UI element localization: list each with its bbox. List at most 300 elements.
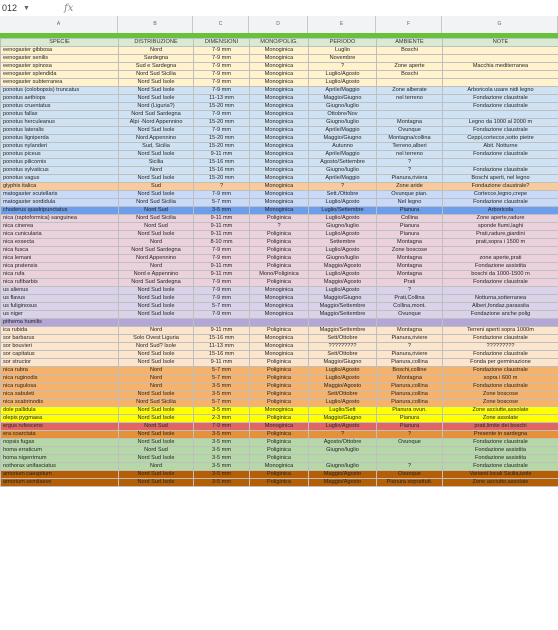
cell-ambiente[interactable]: Montagna bbox=[377, 327, 443, 335]
cell-mono-polig[interactable]: Monoginica bbox=[250, 159, 309, 167]
cell-mono-polig[interactable]: Poliginica bbox=[250, 447, 309, 455]
cell-mono-polig[interactable]: Poliginica bbox=[250, 255, 309, 263]
cell-periodo[interactable]: Maggio/Agosto bbox=[309, 383, 377, 391]
cell-distribuzione[interactable]: Nord Sud Sicilia bbox=[119, 199, 194, 207]
cell-mono-polig[interactable]: Poliginica bbox=[250, 391, 309, 399]
cell-distribuzione[interactable]: Nord Sud Isole bbox=[119, 95, 194, 103]
cell-dimensioni[interactable]: 9-11 mm bbox=[194, 223, 250, 231]
column-header-c[interactable]: C bbox=[193, 16, 249, 33]
cell-note[interactable]: Fondazione claustrale bbox=[443, 199, 558, 207]
cell-dimensioni[interactable]: 7-9 mm bbox=[194, 79, 250, 87]
cell-mono-polig[interactable]: Poliginica bbox=[250, 247, 309, 255]
cell-ambiente[interactable]: Montagna bbox=[377, 255, 443, 263]
cell-specie[interactable]: eenogaster senilis bbox=[1, 55, 119, 63]
cell-note[interactable]: Legno da 1000 al 2000 m bbox=[443, 119, 558, 127]
cell-note[interactable]: Zone aperte,radure bbox=[443, 215, 558, 223]
cell-mono-polig[interactable]: Monoginica bbox=[250, 143, 309, 151]
cell-distribuzione[interactable]: Nord Sud Isole bbox=[119, 359, 194, 367]
cell-specie[interactable]: us niger bbox=[1, 311, 119, 319]
cell-periodo[interactable]: Luglio/Agosto bbox=[309, 231, 377, 239]
cell-note[interactable]: Abit. Notturne bbox=[443, 143, 558, 151]
header-cell-specie[interactable]: SPECIE bbox=[1, 39, 119, 47]
cell-periodo[interactable]: Maggio/Settembre bbox=[309, 311, 377, 319]
cell-note[interactable]: Prati,radure,giardini bbox=[443, 231, 558, 239]
cell-specie[interactable]: ponotus lateralis bbox=[1, 127, 119, 135]
cell-dimensioni[interactable]: 3-5 mm bbox=[194, 407, 250, 415]
cell-ambiente[interactable]: Prati bbox=[377, 279, 443, 287]
cell-distribuzione[interactable]: Nord Sud Isole bbox=[119, 455, 194, 463]
cell-dimensioni[interactable]: 3-5 mm bbox=[194, 431, 250, 439]
cell-note[interactable]: Fonda per germinazione bbox=[443, 359, 558, 367]
cell-specie[interactable]: sor barbarus bbox=[1, 335, 119, 343]
cell-periodo[interactable]: Sett/Ottobre bbox=[309, 391, 377, 399]
cell-distribuzione[interactable]: Nord Sud Isole bbox=[119, 415, 194, 423]
cell-periodo[interactable]: Novembre bbox=[309, 55, 377, 63]
cell-dimensioni[interactable]: 15-20 mm bbox=[194, 103, 250, 111]
cell-distribuzione[interactable]: Nord bbox=[119, 239, 194, 247]
cell-mono-polig[interactable] bbox=[250, 319, 309, 327]
cell-distribuzione[interactable]: Sud, Sicilia bbox=[119, 143, 194, 151]
cell-distribuzione[interactable]: Nord Sud Sicilia bbox=[119, 215, 194, 223]
cell-periodo[interactable]: Luglio/Agosto bbox=[309, 399, 377, 407]
cell-distribuzione[interactable]: Nord Sud Sicilia bbox=[119, 399, 194, 407]
column-header-e[interactable]: E bbox=[308, 16, 376, 33]
cell-note[interactable]: Terreni aperti sopra 1000m bbox=[443, 327, 558, 335]
cell-ambiente[interactable]: Collina bbox=[377, 215, 443, 223]
cell-specie[interactable]: ponotus fallax bbox=[1, 111, 119, 119]
cell-note[interactable] bbox=[443, 247, 558, 255]
cell-dimensioni[interactable]: 5-7 mm bbox=[194, 199, 250, 207]
cell-specie[interactable]: homa nigerrimum bbox=[1, 455, 119, 463]
cell-dimensioni[interactable]: 15-20 mm bbox=[194, 143, 250, 151]
cell-ambiente[interactable]: Pianura bbox=[377, 415, 443, 423]
cell-distribuzione[interactable]: Nord bbox=[119, 327, 194, 335]
cell-ambiente[interactable]: nel terreno bbox=[377, 151, 443, 159]
cell-periodo[interactable]: Maggio/Agosto bbox=[309, 479, 377, 487]
cell-ambiente[interactable] bbox=[377, 79, 443, 87]
cell-specie[interactable]: eenogaster splendida bbox=[1, 71, 119, 79]
cell-note[interactable]: Fondazione claustrale bbox=[443, 167, 558, 175]
cell-periodo[interactable]: Luglio/Agosto bbox=[309, 79, 377, 87]
cell-note[interactable]: Fondazione claustrale? bbox=[443, 183, 558, 191]
cell-ambiente[interactable]: Zone aperte bbox=[377, 63, 443, 71]
cell-distribuzione[interactable]: Nord Sud Isole bbox=[119, 79, 194, 87]
cell-periodo[interactable]: Luglio/Agosto bbox=[309, 71, 377, 79]
cell-specie[interactable]: nica cunicularia bbox=[1, 231, 119, 239]
cell-dimensioni[interactable]: 15-20 mm bbox=[194, 175, 250, 183]
cell-specie[interactable]: nica lemani bbox=[1, 255, 119, 263]
cell-dimensioni[interactable]: 7-9 mm bbox=[194, 47, 250, 55]
cell-mono-polig[interactable]: Poliginica bbox=[250, 359, 309, 367]
cell-specie[interactable]: us alienus bbox=[1, 287, 119, 295]
cell-dimensioni[interactable]: 3-5 mm bbox=[194, 447, 250, 455]
cell-specie[interactable]: choderus quadripunctatus bbox=[1, 207, 119, 215]
cell-periodo[interactable]: Maggio/Giugno bbox=[309, 95, 377, 103]
cell-dimensioni[interactable]: 9-11 mm bbox=[194, 215, 250, 223]
cell-specie[interactable]: amorium semilaeve bbox=[1, 479, 119, 487]
cell-mono-polig[interactable]: Monoginica bbox=[250, 407, 309, 415]
cell-periodo[interactable]: Sett/Ottobre bbox=[309, 351, 377, 359]
cell-dimensioni[interactable]: 9-11 mm bbox=[194, 263, 250, 271]
cell-specie[interactable]: nica rubra bbox=[1, 367, 119, 375]
cell-dimensioni[interactable]: 15-20 mm bbox=[194, 119, 250, 127]
cell-mono-polig[interactable]: Monoginica bbox=[250, 311, 309, 319]
cell-distribuzione[interactable]: Solo Ovest Liguria bbox=[119, 335, 194, 343]
cell-dimensioni[interactable]: 7-9 mm bbox=[194, 55, 250, 63]
cell-note[interactable]: Fondazione claustrale bbox=[443, 151, 558, 159]
cell-dimensioni[interactable]: 9-11 mm bbox=[194, 151, 250, 159]
cell-periodo[interactable]: Aprile/Maggio bbox=[309, 151, 377, 159]
header-cell-mono-polig[interactable]: MONO/POLIG. bbox=[250, 39, 309, 47]
cell-distribuzione[interactable]: Nord Sud bbox=[119, 423, 194, 431]
cell-dimensioni[interactable]: 5-7 mm bbox=[194, 367, 250, 375]
cell-dimensioni[interactable]: 15-16 mm bbox=[194, 167, 250, 175]
cell-mono-polig[interactable]: Monoginica bbox=[250, 71, 309, 79]
cell-ambiente[interactable] bbox=[377, 447, 443, 455]
cell-dimensioni[interactable]: 7-9 mm bbox=[194, 247, 250, 255]
cell-specie[interactable]: eenogaster gibbosa bbox=[1, 47, 119, 55]
cell-specie[interactable]: ponotus vagus bbox=[1, 175, 119, 183]
cell-ambiente[interactable]: ? bbox=[377, 463, 443, 471]
cell-periodo[interactable] bbox=[309, 455, 377, 463]
cell-periodo[interactable]: Giugno/luglio bbox=[309, 103, 377, 111]
cell-mono-polig[interactable]: Poliginica bbox=[250, 327, 309, 335]
cell-periodo[interactable]: Sett./Ottobre bbox=[309, 191, 377, 199]
cell-dimensioni[interactable]: 7-9 mm bbox=[194, 311, 250, 319]
cell-note[interactable]: Cortecce,legno,crepe bbox=[443, 191, 558, 199]
cell-note[interactable]: Zone assolate bbox=[443, 415, 558, 423]
cell-distribuzione[interactable]: Nord Sud Sicilia bbox=[119, 71, 194, 79]
header-cell-note[interactable]: NOTE bbox=[443, 39, 558, 47]
cell-specie[interactable]: sor structor bbox=[1, 359, 119, 367]
cell-periodo[interactable]: ????????? bbox=[309, 343, 377, 351]
cell-periodo[interactable]: Ottobre/Nov bbox=[309, 111, 377, 119]
cell-ambiente[interactable]: Pianura,riviera bbox=[377, 175, 443, 183]
cell-specie[interactable]: nothorax unifasciatus bbox=[1, 463, 119, 471]
cell-mono-polig[interactable]: Poliginica bbox=[250, 231, 309, 239]
cell-note[interactable] bbox=[443, 159, 558, 167]
cell-note[interactable]: Fondazione claustrale bbox=[443, 439, 558, 447]
cell-periodo[interactable]: Settembre bbox=[309, 239, 377, 247]
cell-distribuzione[interactable]: Nord Sud Isole bbox=[119, 471, 194, 479]
cell-periodo[interactable]: Giugno/luglio bbox=[309, 447, 377, 455]
cell-note[interactable]: Notturna,sotterranea bbox=[443, 295, 558, 303]
cell-note[interactable]: Fondazione claustrale bbox=[443, 95, 558, 103]
cell-note[interactable]: Fondazione claustrale bbox=[443, 127, 558, 135]
cell-mono-polig[interactable]: Monoginica bbox=[250, 463, 309, 471]
cell-ambiente[interactable]: Collina,mont. bbox=[377, 303, 443, 311]
cell-ambiente[interactable]: ? bbox=[377, 431, 443, 439]
cell-dimensioni[interactable]: 5-7 mm bbox=[194, 375, 250, 383]
header-cell-distribuzione[interactable]: DISTRIBUZIONE bbox=[119, 39, 194, 47]
cell-periodo[interactable]: Agosto/Ottobre bbox=[309, 439, 377, 447]
cell-ambiente[interactable]: Pianura,collina bbox=[377, 399, 443, 407]
cell-distribuzione[interactable] bbox=[119, 319, 194, 327]
cell-distribuzione[interactable]: Nord Sud Sardegna bbox=[119, 279, 194, 287]
cell-mono-polig[interactable]: Monoginica bbox=[250, 151, 309, 159]
column-header-f[interactable]: F bbox=[376, 16, 442, 33]
cell-periodo[interactable]: Maggio/Giugno bbox=[309, 295, 377, 303]
cell-dimensioni[interactable]: 7-9 mm bbox=[194, 287, 250, 295]
cell-distribuzione[interactable]: Nord Sud bbox=[119, 223, 194, 231]
cell-dimensioni[interactable]: 2-3 mm bbox=[194, 415, 250, 423]
cell-note[interactable]: Zone asciutte,assolate bbox=[443, 407, 558, 415]
cell-ambiente[interactable]: Ovunque bbox=[377, 127, 443, 135]
cell-mono-polig[interactable]: Poliginica bbox=[250, 383, 309, 391]
cell-note[interactable]: Zone asciutte,assolate bbox=[443, 479, 558, 487]
cell-ambiente[interactable]: Montagna bbox=[377, 239, 443, 247]
cell-periodo[interactable]: Maggio/Agosto bbox=[309, 471, 377, 479]
cell-note[interactable]: Arboricola usare nidi legno bbox=[443, 87, 558, 95]
cell-specie[interactable]: nica (raptoformica) sanguinea bbox=[1, 215, 119, 223]
cell-distribuzione[interactable]: Nord Sud Isole bbox=[119, 151, 194, 159]
cell-periodo[interactable]: Aprile/Maggio bbox=[309, 127, 377, 135]
cell-mono-polig[interactable]: Monoginica bbox=[250, 63, 309, 71]
cell-mono-polig[interactable]: Monoginica bbox=[250, 295, 309, 303]
cell-specie[interactable]: dole pallidula bbox=[1, 407, 119, 415]
cell-ambiente[interactable]: Pianura bbox=[377, 423, 443, 431]
cell-note[interactable]: sopra i 600 m bbox=[443, 375, 558, 383]
cell-distribuzione[interactable]: Nord bbox=[119, 263, 194, 271]
cell-periodo[interactable]: Luglio bbox=[309, 47, 377, 55]
cell-ambiente[interactable]: Nel legno bbox=[377, 199, 443, 207]
cell-mono-polig[interactable]: Monoginica bbox=[250, 199, 309, 207]
cell-ambiente[interactable]: Pianura,collina bbox=[377, 391, 443, 399]
cell-periodo[interactable]: Maggio/Settembre bbox=[309, 327, 377, 335]
cell-ambiente[interactable]: Boschi,colline bbox=[377, 367, 443, 375]
cell-dimensioni[interactable]: 7-9 mm bbox=[194, 127, 250, 135]
cell-mono-polig[interactable]: Monoginica bbox=[250, 351, 309, 359]
cell-note[interactable] bbox=[443, 319, 558, 327]
cell-ambiente[interactable]: Pianura,collina bbox=[377, 359, 443, 367]
cell-dimensioni[interactable]: 15-16 mm bbox=[194, 159, 250, 167]
cell-distribuzione[interactable]: Nord Sud bbox=[119, 447, 194, 455]
cell-mono-polig[interactable]: Poliginica bbox=[250, 399, 309, 407]
cell-dimensioni[interactable]: 3-5 mm bbox=[194, 479, 250, 487]
cell-mono-polig[interactable]: Poliginica bbox=[250, 215, 309, 223]
column-header-b[interactable]: B bbox=[118, 16, 193, 33]
cell-ambiente[interactable]: Prati,Collina bbox=[377, 295, 443, 303]
cell-distribuzione[interactable]: Sicilia bbox=[119, 159, 194, 167]
cell-specie[interactable]: ponotus aethiops bbox=[1, 95, 119, 103]
cell-note[interactable]: zone aperte,prati bbox=[443, 255, 558, 263]
cell-mono-polig[interactable]: Poliginica bbox=[250, 455, 309, 463]
cell-distribuzione[interactable]: Nord Sud Isole bbox=[119, 231, 194, 239]
cell-ambiente[interactable]: Pianura,collina bbox=[377, 383, 443, 391]
cell-distribuzione[interactable]: Nord Sud Isole bbox=[119, 175, 194, 183]
cell-ambiente[interactable]: ? bbox=[377, 287, 443, 295]
cell-periodo[interactable]: Maggio/Giugno bbox=[309, 415, 377, 423]
cell-specie[interactable]: us fuliginosus bbox=[1, 303, 119, 311]
cell-dimensioni[interactable]: 7-9 mm bbox=[194, 279, 250, 287]
cell-ambiente[interactable]: Boschi bbox=[377, 71, 443, 79]
cell-periodo[interactable]: Luglio/Sett bbox=[309, 407, 377, 415]
cell-dimensioni[interactable]: 3-5 mm bbox=[194, 455, 250, 463]
cell-dimensioni[interactable]: 9-11 mm bbox=[194, 271, 250, 279]
cell-note[interactable]: Fondazione anche polig bbox=[443, 311, 558, 319]
cell-periodo[interactable] bbox=[309, 319, 377, 327]
cell-distribuzione[interactable]: Nord Sud Isole bbox=[119, 191, 194, 199]
cell-ambiente[interactable]: Ovunque pian. bbox=[377, 191, 443, 199]
cell-ambiente[interactable]: Zone aride bbox=[377, 183, 443, 191]
cell-periodo[interactable]: Giugno/luglio bbox=[309, 119, 377, 127]
cell-mono-polig[interactable]: Poliginica bbox=[250, 279, 309, 287]
cell-periodo[interactable]: Sett/Ottobre bbox=[309, 335, 377, 343]
cell-ambiente[interactable]: Pianura ovun. bbox=[377, 407, 443, 415]
cell-note[interactable]: Fondazione assistita bbox=[443, 455, 558, 463]
cell-distribuzione[interactable]: Sud bbox=[119, 183, 194, 191]
cell-distribuzione[interactable]: Sardegna bbox=[119, 55, 194, 63]
cell-ambiente[interactable]: ? bbox=[377, 167, 443, 175]
cell-specie[interactable]: nica rufibarbis bbox=[1, 279, 119, 287]
cell-specie[interactable]: homa erraticum bbox=[1, 447, 119, 455]
cell-ambiente[interactable]: Terreno,alberi bbox=[377, 143, 443, 151]
cell-mono-polig[interactable]: Monoginica bbox=[250, 95, 309, 103]
cell-mono-polig[interactable]: Monoginica bbox=[250, 183, 309, 191]
cell-specie[interactable]: nica scabrinodis bbox=[1, 399, 119, 407]
cell-distribuzione[interactable]: Nord Sud Isole bbox=[119, 87, 194, 95]
cell-ambiente[interactable]: Montagna/collina bbox=[377, 135, 443, 143]
cell-dimensioni[interactable]: 7-9 mm bbox=[194, 71, 250, 79]
column-header-d[interactable]: D bbox=[249, 16, 308, 33]
cell-mono-polig[interactable]: Poliginica bbox=[250, 439, 309, 447]
cell-specie[interactable]: us flavus bbox=[1, 295, 119, 303]
cell-distribuzione[interactable]: Nord Sud Isole bbox=[119, 431, 194, 439]
cell-specie[interactable]: nopsis fugax bbox=[1, 439, 119, 447]
cell-mono-polig[interactable]: Monoginica bbox=[250, 287, 309, 295]
cell-note[interactable]: Arboricola bbox=[443, 207, 558, 215]
cell-specie[interactable]: ergus rufescens bbox=[1, 423, 119, 431]
cell-ambiente[interactable]: Pianura,riviere bbox=[377, 335, 443, 343]
cell-periodo[interactable]: Luglio/Agosto bbox=[309, 367, 377, 375]
cell-note[interactable]: Fondazione claustrale bbox=[443, 279, 558, 287]
cell-dimensioni[interactable]: 5-7 mm bbox=[194, 303, 250, 311]
cell-note[interactable]: Macchia mediterranea bbox=[443, 63, 558, 71]
cell-distribuzione[interactable]: Nord Sud Isole bbox=[119, 407, 194, 415]
cell-ambiente[interactable]: Boschi bbox=[377, 47, 443, 55]
cell-ambiente[interactable] bbox=[377, 455, 443, 463]
cell-dimensioni[interactable]: 7-9 mm bbox=[194, 111, 250, 119]
cell-periodo[interactable]: Luglio/Agosto bbox=[309, 215, 377, 223]
cell-periodo[interactable]: Agosto/Settembre bbox=[309, 159, 377, 167]
cell-specie[interactable]: amorium caespitum bbox=[1, 471, 119, 479]
cell-specie[interactable]: nica pratensis bbox=[1, 263, 119, 271]
cell-dimensioni[interactable]: 11-13 mm bbox=[194, 343, 250, 351]
cell-specie[interactable]: ponotus pilicornis bbox=[1, 159, 119, 167]
column-header-a[interactable]: A bbox=[0, 16, 118, 33]
cell-dimensioni[interactable]: 7-9 mm bbox=[194, 63, 250, 71]
cell-ambiente[interactable]: Pianura bbox=[377, 223, 443, 231]
cell-mono-polig[interactable]: Monoginica bbox=[250, 87, 309, 95]
cell-distribuzione[interactable]: Nord Sud Sardegna bbox=[119, 247, 194, 255]
cell-dimensioni[interactable]: 7-9 mm bbox=[194, 295, 250, 303]
cell-dimensioni[interactable]: 3-5 mm bbox=[194, 439, 250, 447]
cell-note[interactable]: Zone boscose bbox=[443, 391, 558, 399]
cell-periodo[interactable]: Luglio/Settembre bbox=[309, 207, 377, 215]
cell-distribuzione[interactable]: Nord bbox=[119, 47, 194, 55]
cell-note[interactable]: Alberi,fondaz.parassita bbox=[443, 303, 558, 311]
cell-ambiente[interactable]: nel terreno bbox=[377, 95, 443, 103]
cell-dimensioni[interactable]: 9-11 mm bbox=[194, 327, 250, 335]
cell-periodo[interactable]: Aprile/Maggio bbox=[309, 175, 377, 183]
cell-specie[interactable]: ponotus herculeanus bbox=[1, 119, 119, 127]
cell-ambiente[interactable]: ? bbox=[377, 343, 443, 351]
cell-periodo[interactable]: Maggio/Settembre bbox=[309, 303, 377, 311]
chevron-down-icon[interactable]: ▼ bbox=[23, 4, 30, 12]
cell-note[interactable]: Presente in sardegna bbox=[443, 431, 558, 439]
cell-dimensioni[interactable]: 15-16 mm bbox=[194, 351, 250, 359]
header-cell-ambiente[interactable]: AMBIENTE bbox=[377, 39, 443, 47]
cell-specie[interactable]: eenogaster spinosa bbox=[1, 63, 119, 71]
cell-dimensioni[interactable]: 5-7 mm bbox=[194, 399, 250, 407]
cell-note[interactable]: Fondazione claustrale bbox=[443, 103, 558, 111]
cell-dimensioni[interactable]: 7-9 mm bbox=[194, 423, 250, 431]
cell-dimensioni[interactable]: 3-5 mm bbox=[194, 207, 250, 215]
cell-specie[interactable]: nica rufa bbox=[1, 271, 119, 279]
cell-mono-polig[interactable]: Poliginica bbox=[250, 239, 309, 247]
cell-periodo[interactable]: Luglio/Agosto bbox=[309, 247, 377, 255]
cell-mono-polig[interactable]: Monoginica bbox=[250, 191, 309, 199]
cell-specie[interactable]: sor bouvieri bbox=[1, 343, 119, 351]
cell-ambiente[interactable]: Montagna bbox=[377, 375, 443, 383]
cell-specie[interactable]: ica rubida bbox=[1, 327, 119, 335]
cell-distribuzione[interactable]: Nord bbox=[119, 367, 194, 375]
cell-note[interactable]: Fondazione claustrale bbox=[443, 383, 558, 391]
cell-specie[interactable]: nica exsecta bbox=[1, 239, 119, 247]
cell-specie[interactable]: ponotus cruentatus bbox=[1, 103, 119, 111]
cell-note[interactable]: boschi da 1000-1500 m bbox=[443, 271, 558, 279]
cell-dimensioni[interactable]: 15-16 mm bbox=[194, 335, 250, 343]
cell-dimensioni[interactable]: ? bbox=[194, 183, 250, 191]
cell-mono-polig[interactable]: Mono/Poliginica bbox=[250, 271, 309, 279]
cell-specie[interactable]: matogaster scutellaris bbox=[1, 191, 119, 199]
cell-mono-polig[interactable]: Poliginica bbox=[250, 375, 309, 383]
cell-distribuzione[interactable]: Nord Sud bbox=[119, 207, 194, 215]
cell-distribuzione[interactable]: Nord e Appennino bbox=[119, 271, 194, 279]
cell-ambiente[interactable]: Pianura,riviere bbox=[377, 351, 443, 359]
cell-note[interactable] bbox=[443, 287, 558, 295]
cell-dimensioni[interactable]: 9-11 mm bbox=[194, 359, 250, 367]
cell-mono-polig[interactable]: Monoginica bbox=[250, 335, 309, 343]
cell-note[interactable] bbox=[443, 79, 558, 87]
cell-mono-polig[interactable]: Poliginica bbox=[250, 367, 309, 375]
cell-ambiente[interactable] bbox=[377, 55, 443, 63]
cell-ambiente[interactable]: Pianura bbox=[377, 231, 443, 239]
cell-specie[interactable]: era coarctata bbox=[1, 431, 119, 439]
cell-mono-polig[interactable]: Monoginica bbox=[250, 55, 309, 63]
cell-specie[interactable]: nica cinerea bbox=[1, 223, 119, 231]
cell-note[interactable]: ????????? bbox=[443, 343, 558, 351]
cell-dimensioni[interactable]: 3-5 mm bbox=[194, 463, 250, 471]
cell-dimensioni[interactable]: 9-11 mm bbox=[194, 231, 250, 239]
cell-mono-polig[interactable]: Monoginica bbox=[250, 303, 309, 311]
cell-periodo[interactable]: Luglio/Agosto bbox=[309, 423, 377, 431]
cell-note[interactable]: Ceppi,cortecce,sotto pietre bbox=[443, 135, 558, 143]
cell-ambiente[interactable] bbox=[377, 319, 443, 327]
name-box[interactable] bbox=[0, 3, 54, 13]
cell-distribuzione[interactable]: Nord Appennino bbox=[119, 255, 194, 263]
cell-distribuzione[interactable]: Nord Sud Isole bbox=[119, 479, 194, 487]
cell-periodo[interactable]: ? bbox=[309, 183, 377, 191]
cell-ambiente[interactable] bbox=[377, 103, 443, 111]
cell-specie[interactable]: nica ruginodis bbox=[1, 375, 119, 383]
cell-dimensioni[interactable] bbox=[194, 319, 250, 327]
cell-ambiente[interactable]: Ovunque bbox=[377, 439, 443, 447]
cell-mono-polig[interactable]: ? bbox=[250, 223, 309, 231]
cell-distribuzione[interactable]: Nord Sud Isole bbox=[119, 295, 194, 303]
cell-dimensioni[interactable]: 8-10 mm bbox=[194, 239, 250, 247]
cell-specie[interactable]: ponotus ligniperda bbox=[1, 135, 119, 143]
